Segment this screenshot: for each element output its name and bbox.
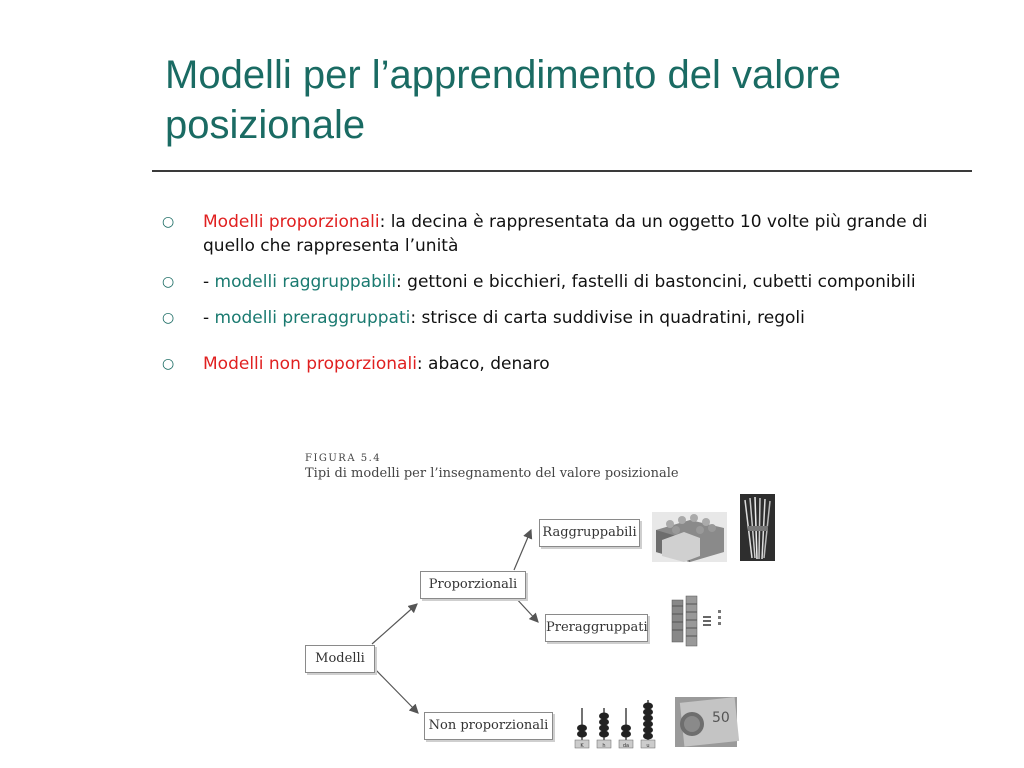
bullet-text: : la decina è rappresentata da un oggetto 10 volte più grande di quello che rappresenta l’unità (203, 212, 928, 256)
circle-bullet-icon: ○ (162, 310, 175, 326)
bullet-term: Modelli non proporzionali (203, 354, 417, 374)
banknote-value: 50 (712, 710, 730, 726)
circle-bullet-icon: ○ (162, 214, 175, 230)
abacus-label: h (602, 743, 606, 749)
money-image (675, 697, 739, 747)
bullet-text: : abaco, denaro (416, 354, 550, 374)
stick-bundle-image (740, 494, 775, 561)
node-non-proporzionali: Non proporzionali (424, 712, 553, 740)
bullet-item: ○ - modelli raggruppabili: gettoni e bicchieri, fastelli di bastoncini, cubetti componibili (162, 272, 916, 292)
circle-bullet-icon: ○ (162, 356, 175, 372)
node-preraggruppati: Preraggruppati (545, 614, 648, 642)
lego-bricks-image (652, 512, 727, 562)
arrow-proportional-to-groupable (514, 530, 531, 570)
bullet-text: : strisce di carta suddivise in quadratini, regoli (410, 308, 805, 328)
bullet-term: Modelli proporzionali (203, 212, 380, 232)
slide-title: Modelli per l’apprendimento del valore posizionale (165, 53, 841, 147)
abacus-image (575, 700, 655, 749)
arrow-root-to-non-proportional (372, 666, 418, 713)
bullet-item: ○ - modelli preraggruppati: strisce di carta suddivise in quadratini, regoli (162, 308, 805, 328)
arrow-root-to-proportional (372, 604, 417, 644)
abacus-label: u (646, 743, 650, 749)
node-raggruppabili: Raggruppabili (539, 519, 640, 547)
bullet-text: : gettoni e bicchieri, fastelli di bastoncini, cubetti componibili (396, 272, 916, 292)
node-proporzionali: Proporzionali (420, 571, 526, 599)
base-ten-blocks-image (672, 596, 721, 646)
bullet-term: modelli raggruppabili (214, 272, 397, 292)
abacus-label: da (622, 743, 630, 749)
circle-bullet-icon: ○ (162, 274, 175, 290)
bullet-term: modelli preraggruppati (214, 308, 411, 328)
abacus-label: K (580, 743, 584, 749)
arrow-proportional-to-pregrouped (514, 596, 538, 622)
node-modelli: Modelli (305, 645, 375, 673)
figure-title: Tipi di modelli per l’insegnamento del valore posizionale (305, 466, 679, 481)
figure-label: FIGURA 5.4 (305, 453, 382, 464)
